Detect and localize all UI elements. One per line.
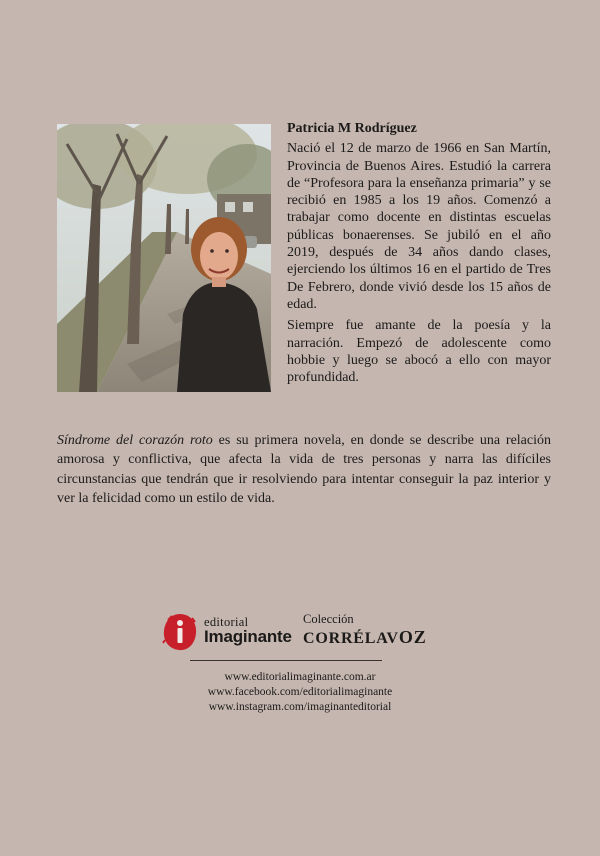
publisher-seal-icon xyxy=(162,612,198,652)
author-bio-paragraph: Nació el 12 de marzo de 1966 en San Martín, Provincia de Buenos Aires. Estudió la carrera de “Profesora para la enseñanza primaria” y se recibió en 1985 a los 19 años. Comenzó a trabajar como docente en distintas escuelas públicas bonaerenses. Se jubiló en el año 2019, después de 34 años dando clases, ejerciendo los últimos 16 en el partido de Tres De Febrero, donde vivió desde los 15 años de edad. xyxy=(287,141,551,312)
publisher-logo-block xyxy=(162,610,432,656)
author-bio xyxy=(287,120,551,390)
collection-name xyxy=(303,627,427,648)
divider-line xyxy=(190,660,382,661)
collection-label: Colección xyxy=(303,612,354,626)
instagram-link[interactable]: www.instagram.com/imaginanteditorial xyxy=(208,701,392,713)
book-title: Síndrome del corazón roto xyxy=(57,433,213,448)
collection-name-part: CORRÉLAV xyxy=(303,630,399,647)
website-link[interactable]: www.editorialimaginante.com.ar xyxy=(224,671,376,683)
publisher-links xyxy=(190,670,410,715)
synopsis-text: es su primera novela, en donde se describe una relación amorosa y conflictiva, que afecta la vida de tres personas y narra las difíciles circunstancias que tendrán que ir resolviendo para intentar conseguir la paz interior y ver la felicidad como un estilo de vida. xyxy=(57,433,551,506)
collection-name-part: OZ xyxy=(398,627,427,647)
book-synopsis xyxy=(57,431,551,508)
facebook-link[interactable]: www.facebook.com/editorialimaginante xyxy=(207,686,393,698)
publisher-label: editorial xyxy=(204,615,249,629)
author-bio-paragraph: Siempre fue amante de la poesía y la narración. Empezó de adolescente como hobbie y luego se abocó a ello con mayor profundidad. xyxy=(287,318,551,386)
publisher-name: Imaginante xyxy=(204,627,292,646)
author-name: Patricia M Rodríguez xyxy=(287,121,417,136)
author-photo xyxy=(57,124,271,392)
